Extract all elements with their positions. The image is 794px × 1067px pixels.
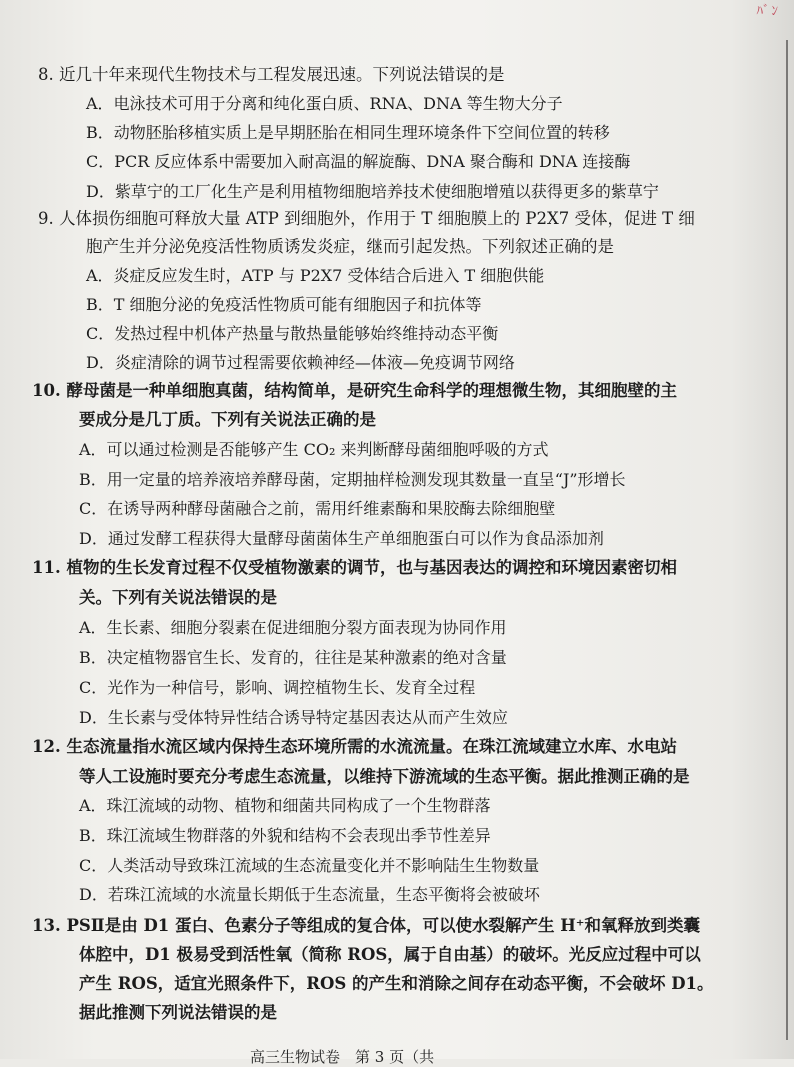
question-text: 近几十年来现代生物技术与工程发展迅速。下列说法错误的是	[59, 65, 505, 84]
question-11-option-d: D．生长素与受体特异性结合诱导特定基因表达从而产生效应	[79, 708, 508, 727]
question-8-option-b: B．动物胚胎移植实质上是早期胚胎在相同生理环境条件下空间位置的转移	[86, 123, 610, 142]
question-13-stem-line-4: 据此推测下列说法错误的是	[79, 1003, 277, 1022]
question-11-option-a: A．生长素、细胞分裂素在促进细胞分裂方面表现为协同作用	[79, 618, 507, 637]
corner-mark: ﾊﾞﾝ	[756, 4, 780, 19]
question-12-stem	[32, 732, 677, 761]
page-footer: 高三生物试卷 第 3 页（共	[250, 1048, 435, 1066]
question-9-option-a: A．炎症反应发生时，ATP 与 P2X7 受体结合后进入 T 细胞供能	[86, 266, 545, 285]
question-number: 12.	[32, 737, 61, 756]
question-number: 13.	[32, 916, 61, 935]
question-11-option-c: C．光作为一种信号，影响、调控植物生长、发育全过程	[79, 678, 476, 697]
question-12-option-b: B．珠江流域生物群落的外貌和结构不会表现出季节性差异	[79, 826, 491, 845]
question-10-option-a: A．可以通过检测是否能够产生 CO₂ 来判断酵母菌细胞呼吸的方式	[79, 440, 549, 459]
question-10-option-d: D．通过发酵工程获得大量酵母菌菌体生产单细胞蛋白可以作为食品添加剂	[79, 529, 604, 548]
question-10-option-b: B．用一定量的培养液培养酵母菌，定期抽样检测发现其数量一直呈“J”形增长	[79, 470, 626, 489]
question-11-stem	[32, 553, 677, 582]
question-10-stem	[32, 376, 677, 405]
question-10-option-c: C．在诱导两种酵母菌融合之前，需用纤维素酶和果胶酶去除细胞壁	[79, 499, 556, 518]
question-text: PSⅡ是由 D1 蛋白、色素分子等组成的复合体，可以使水裂解产生 H⁺和氧释放到类囊	[66, 916, 701, 935]
question-9-option-d: D．炎症清除的调节过程需要依赖神经—体液—免疫调节网络	[86, 353, 515, 372]
question-text: 酵母菌是一种单细胞真菌，结构简单，是研究生命科学的理想微生物，其细胞壁的主	[66, 381, 677, 400]
question-text: 植物的生长发育过程不仅受植物激素的调节，也与基因表达的调控和环境因素密切相	[66, 558, 677, 577]
question-8-option-d: D．紫草宁的工厂化生产是利用植物细胞培养技术使细胞增殖以获得更多的紫草宁	[86, 182, 659, 201]
question-8-stem	[38, 60, 505, 89]
question-11-option-b: B．决定植物器官生长、发育的，往往是某种激素的绝对含量	[79, 648, 507, 667]
question-13-stem-line-3: 产生 ROS，适宜光照条件下，ROS 的产生和消除之间存在动态平衡，不会破坏 D1。	[79, 974, 714, 993]
question-13-stem	[32, 911, 700, 940]
question-12-option-c: C．人类活动导致珠江流域的生态流量变化并不影响陆生生物数量	[79, 856, 540, 875]
question-number: 11.	[32, 558, 61, 577]
question-12-option-a: A．珠江流域的动物、植物和细菌共同构成了一个生物群落	[79, 796, 491, 815]
question-10-stem-line-2: 要成分是几丁质。下列有关说法正确的是	[79, 410, 376, 429]
question-11-stem-line-2: 关。下列有关说法错误的是	[79, 588, 277, 607]
question-text: 生态流量指水流区域内保持生态环境所需的水流流量。在珠江流域建立水库、水电站	[66, 737, 677, 756]
page-edge-line	[786, 40, 788, 1040]
question-12-stem-line-2: 等人工设施时要充分考虑生态流量，以维持下游流域的生态平衡。据此推测正确的是	[79, 767, 690, 786]
question-12-option-d: D．若珠江流域的水流量长期低于生态流量，生态平衡将会被破坏	[79, 885, 540, 904]
question-9-option-c: C．发热过程中机体产热量与散热量能够始终维持动态平衡	[86, 324, 499, 343]
question-8-option-a: A．电泳技术可用于分离和纯化蛋白质、RNA、DNA 等生物大分子	[86, 94, 563, 113]
question-number: 10.	[32, 381, 61, 400]
question-13-stem-line-2: 体腔中，D1 极易受到活性氧（简称 ROS，属于自由基）的破坏。光反应过程中可以	[79, 945, 701, 964]
question-9-stem-line-2: 胞产生并分泌免疫活性物质诱发炎症，继而引起发热。下列叙述正确的是	[86, 237, 614, 256]
question-9-option-b: B．T 细胞分泌的免疫活性物质可能有细胞因子和抗体等	[86, 295, 482, 314]
question-number: 8.	[38, 65, 54, 84]
question-9-stem	[38, 204, 695, 233]
question-text: 人体损伤细胞可释放大量 ATP 到细胞外，作用于 T 细胞膜上的 P2X7 受体，促进 T 细	[59, 209, 695, 228]
question-number: 9.	[38, 209, 54, 228]
question-8-option-c: C．PCR 反应体系中需要加入耐高温的解旋酶、DNA 聚合酶和 DNA 连接酶	[86, 152, 631, 171]
